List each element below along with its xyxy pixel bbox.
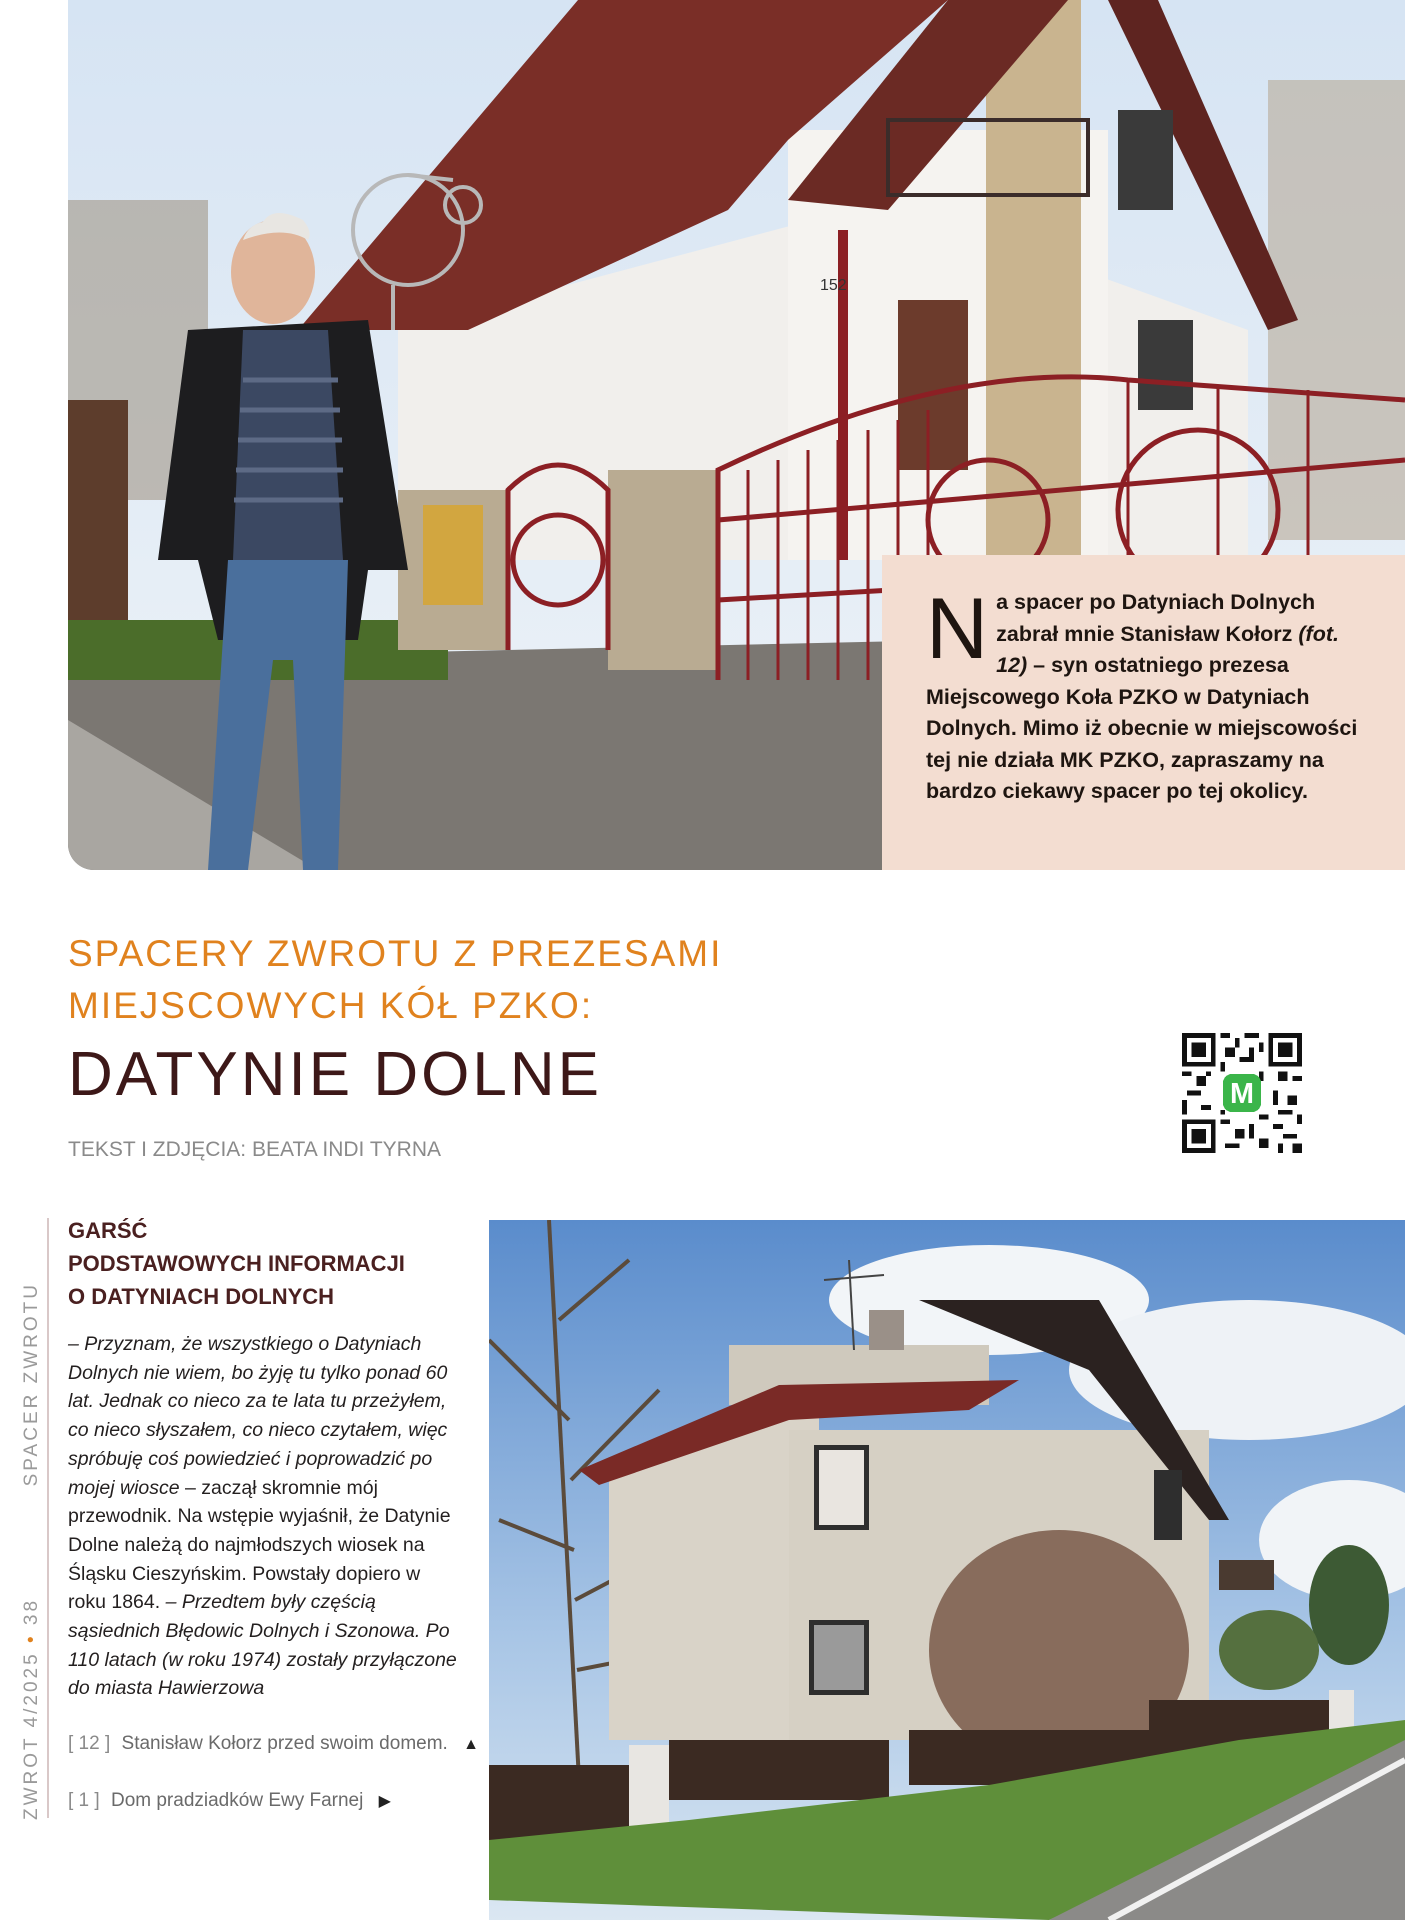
- section-heading-line3: O DATYNIACH DOLNYCH: [68, 1284, 335, 1309]
- page-title: DATYNIE DOLNE: [68, 1040, 602, 1109]
- old-house-photo-illustration: [489, 1220, 1405, 1920]
- lead-photo-ref: (fot. 12): [996, 621, 1339, 677]
- caption-number: [ 1 ]: [68, 1790, 100, 1811]
- narration: – zaczął skromnie mój przewodnik. Na wstępie wyjaśnił, że Datynie Dolne należą do najmłodszych wiosek na Śląsku Cieszyńskim. Powstały dopiero w roku 1864.: [68, 1476, 451, 1614]
- body-paragraph: [68, 1330, 458, 1703]
- magazine-issue: ZWROT 4/2025: [21, 1651, 42, 1820]
- side-divider: [47, 1218, 49, 1818]
- drop-cap: N: [926, 581, 989, 677]
- side-label: [17, 1200, 47, 1820]
- author-credit: TEKST I ZDJĘCIA: BEATA INDI TYRNA: [68, 1138, 442, 1161]
- bottom-photo: [489, 1220, 1405, 1920]
- svg-text:152: 152: [820, 277, 847, 294]
- series-title: [68, 928, 968, 1032]
- section-heading: [68, 1214, 428, 1313]
- quote-italic-1: – Przyznam, że wszystkiego o Datyniach Dolnych nie wiem, bo żyję tu tylko ponad 60 lat. Jednak co nieco za te lata tu przeżyłem, co nieco słyszałem, co nieco czytałem, więc spróbuję coś powiedzieć i poprowadzić po mojej wiosce: [68, 1333, 448, 1499]
- caption-text: Stanisław Kołorz przed swoim domem.: [121, 1733, 448, 1754]
- photo-caption-12: [68, 1733, 479, 1755]
- caption-number: [ 12 ]: [68, 1733, 111, 1754]
- section-label: SPACER ZWROTU: [21, 1282, 42, 1487]
- page-number: 38: [21, 1597, 42, 1626]
- qr-code-icon[interactable]: [1182, 1033, 1302, 1153]
- triangle-up-icon: ▲: [463, 1736, 479, 1753]
- photo-caption-1: [68, 1790, 391, 1812]
- triangle-right-icon: ▶: [378, 1793, 391, 1810]
- series-title-line1: SPACERY ZWROTU Z PREZESAMI: [68, 933, 723, 974]
- lead-text-part2: – syn ostatniego prezesa Miejscowego Koła PZKO w Datyniach Dolnych. Mimo iż obecnie w miejscowości tej nie działa MK PZKO, zapraszamy na bardzo ciekawy spacer po tej okolicy.: [926, 653, 1358, 803]
- separator-dot: •: [21, 1633, 42, 1644]
- lead-paragraph: [926, 581, 1365, 808]
- series-title-line2: MIEJSCOWYCH KÓŁ PZKO:: [68, 985, 594, 1026]
- lead-text-part1: a spacer po Datyniach Dolnych zabrał mnie Stanisław Kołorz: [996, 590, 1316, 646]
- quote-italic-2: – Przedtem były częścią sąsiednich Błędowic Dolnych i Szonowa. Po 110 latach (w roku 1974) zostały przyłączone do miasta Hawierzowa: [68, 1591, 457, 1700]
- section-heading-line2: PODSTAWOWYCH INFORMACJI: [68, 1251, 405, 1276]
- lead-box: [882, 555, 1405, 870]
- qr-badge-letter: M: [1230, 1078, 1254, 1111]
- caption-text: Dom pradziadków Ewy Farnej: [110, 1790, 364, 1811]
- section-heading-line1: GARŚĆ: [68, 1218, 148, 1243]
